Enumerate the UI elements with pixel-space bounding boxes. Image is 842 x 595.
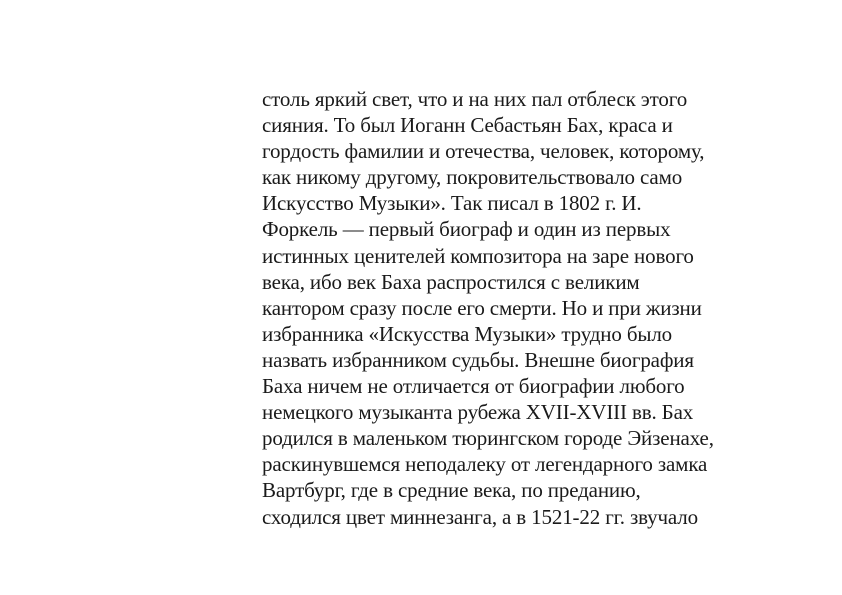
text-line: Искусство Музыки». Так писал в 1802 г. И. [262, 191, 642, 216]
text-line: столь яркий свет, что и на них пал отблеск этого [262, 87, 688, 111]
text-line: родился в маленьком тюрингском городе Эйзенахе, [262, 426, 714, 451]
text-line: кантором сразу после его смерти. Но и при жизни [262, 295, 702, 320]
body-text [262, 86, 732, 530]
text-line: сходился цвет миннезанга, а в 1521-22 гг. звучало [262, 504, 698, 529]
text-line: гордость фамилии и отечества, человек, которому, [262, 139, 705, 164]
text-line: избранника «Искусства Музыки» трудно было [262, 321, 673, 346]
text-line: Баха ничем не отличается от биографии любого [262, 374, 685, 399]
text-line: истинных ценителей композитора на заре нового [262, 243, 694, 268]
text-line: немецкого музыканта рубежа XVII-XVIII вв. Бах [262, 400, 694, 425]
text-line: сияния. То был Иоганн Себастьян Бах, краса и [262, 113, 673, 138]
text-line: как никому другому, покровительствовало само [262, 165, 683, 190]
text-line: раскинувшемся неподалеку от легендарного замка [262, 452, 708, 477]
text-line: века, ибо век Баха распростился с великим [262, 269, 640, 294]
text-line: Вартбург, где в средние века, по преданию, [262, 478, 641, 503]
text-line: Форкель — первый биограф и один из первых [262, 217, 671, 242]
text-line: назвать избранником судьбы. Внешне биография [262, 347, 694, 372]
